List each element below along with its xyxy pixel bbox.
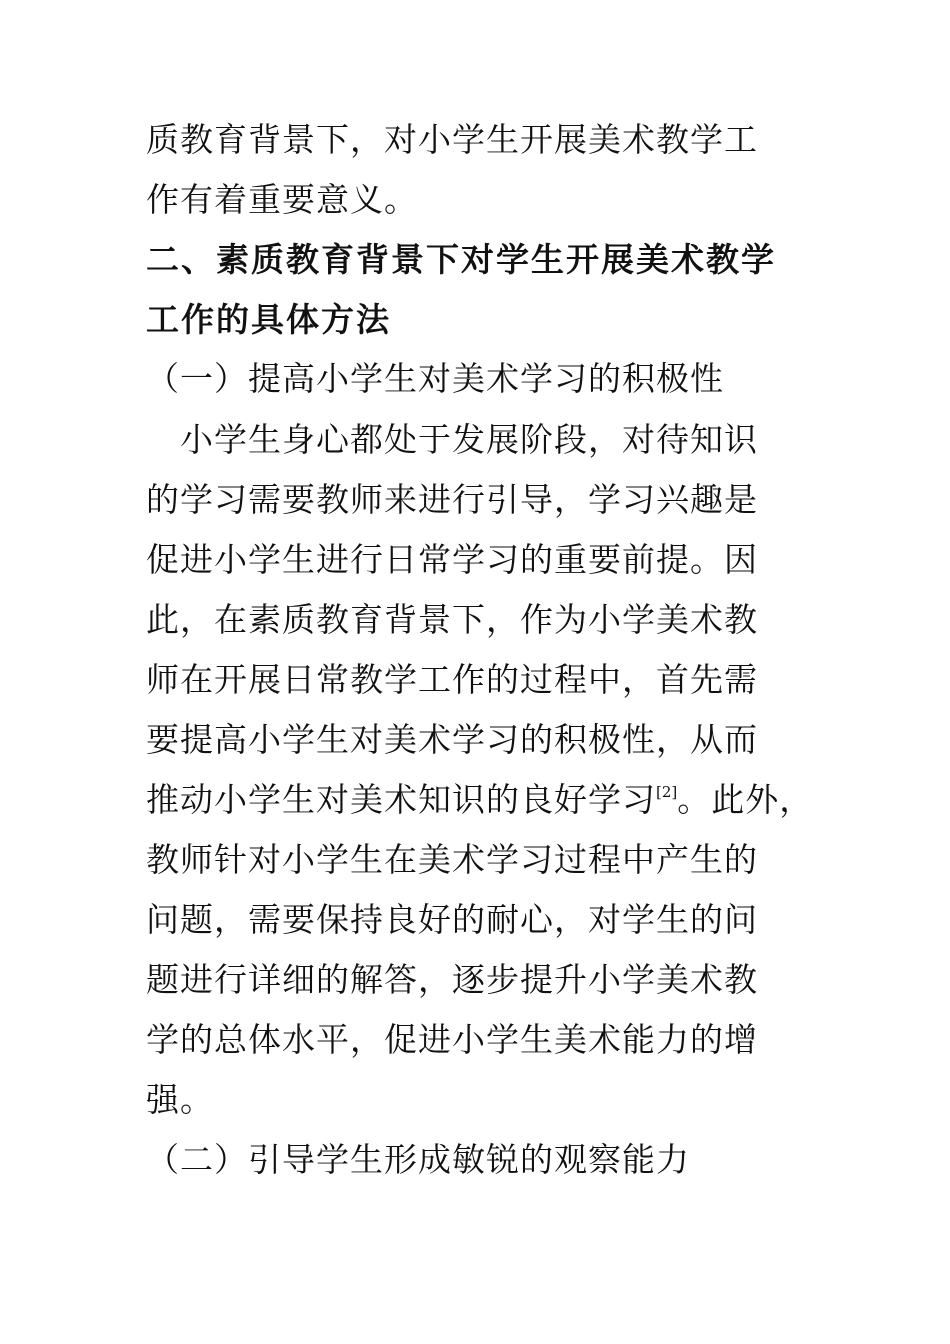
paragraph-line: 问题，需要保持良好的耐心，对学生的问 (146, 900, 758, 939)
paragraph-line: 作有着重要意义。 (146, 180, 418, 219)
citation-reference: [2] (656, 783, 678, 801)
section-heading: 工作的具体方法 (146, 300, 391, 339)
section-heading: 二、素质教育背景下对学生开展美术教学 (146, 240, 776, 279)
paragraph-line: 题进行详细的解答，逐步提升小学美术教 (146, 960, 758, 999)
paragraph-line: 的学习需要教师来进行引导，学习兴趣是 (146, 480, 758, 519)
paragraph-line: 质教育背景下，对小学生开展美术教学工 (146, 120, 758, 159)
paragraph-line: 师在开展日常教学工作的过程中，首先需 (146, 660, 758, 699)
paragraph-text: 推动小学生对美术知识的良好学习 (146, 780, 656, 819)
subsection-heading-2: （二）引导学生形成敏锐的观察能力 (146, 1140, 690, 1179)
paragraph-line: 强。 (146, 1080, 214, 1119)
paragraph-text: 。此外， (677, 780, 814, 819)
paragraph-line: 此，在素质教育背景下，作为小学美术教 (146, 600, 758, 639)
paragraph-line: 学的总体水平，促进小学生美术能力的增 (146, 1020, 758, 1059)
paragraph-line: 小学生身心都处于发展阶段，对待知识 (180, 420, 758, 459)
subsection-heading-1: （一）提高小学生对美术学习的积极性 (146, 359, 724, 398)
paragraph-line: 促进小学生进行日常学习的重要前提。因 (146, 540, 758, 579)
paragraph-line: 教师针对小学生在美术学习过程中产生的 (146, 840, 758, 879)
paragraph-line-with-citation (146, 780, 813, 820)
paragraph-line: 要提高小学生对美术学习的积极性，从而 (146, 720, 758, 759)
